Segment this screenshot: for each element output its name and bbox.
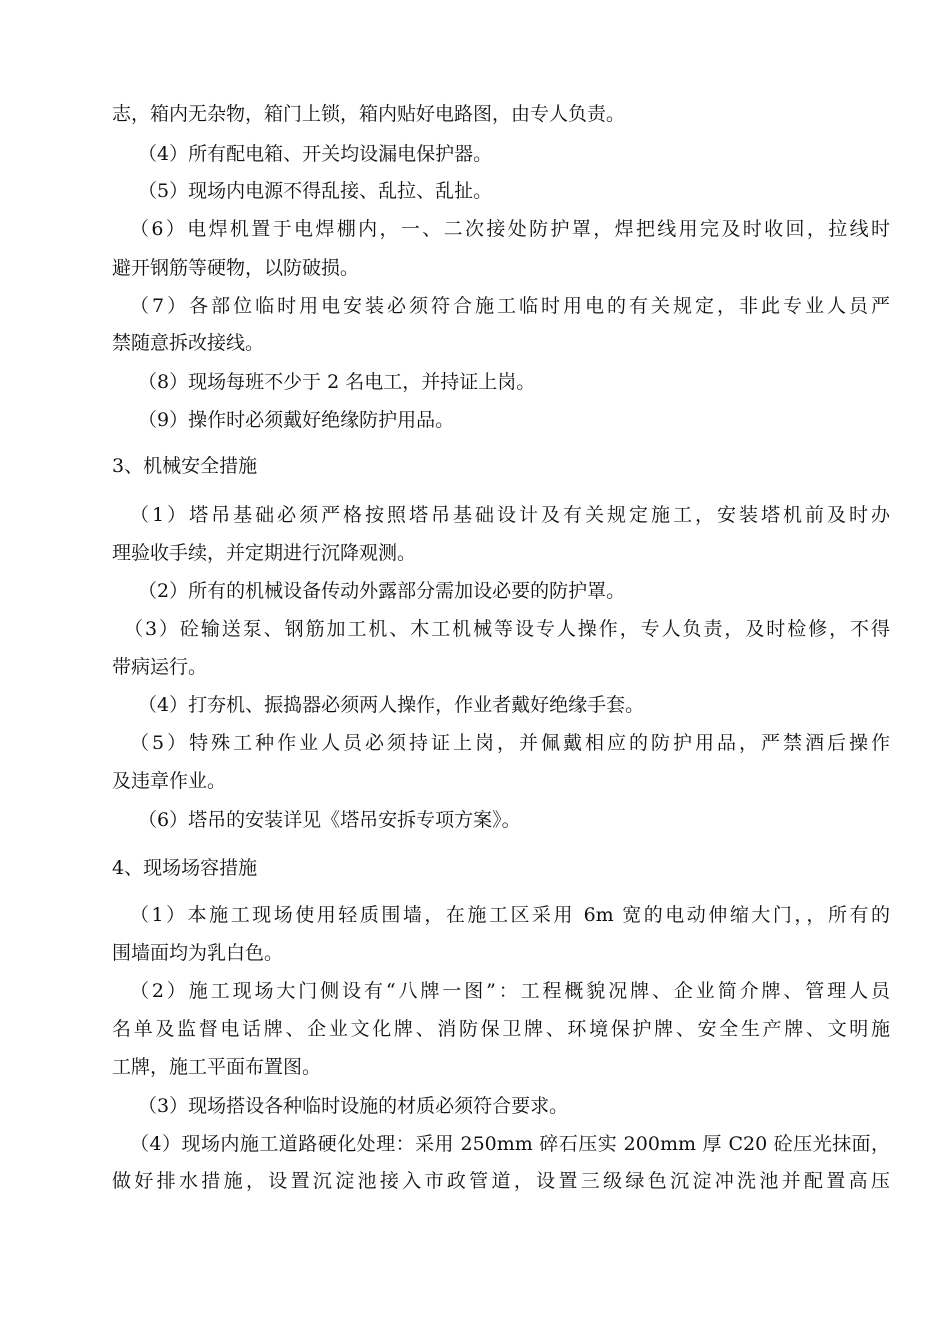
- text-line: 志，箱内无杂物，箱门上锁，箱内贴好电路图，由专人负责。: [112, 103, 626, 125]
- section-heading: 4、现场场容措施: [112, 857, 258, 879]
- text-line: （8）现场每班不少于 2 名电工，并持证上岗。: [138, 371, 536, 393]
- section-heading: 3、机械安全措施: [112, 455, 258, 477]
- text-line: （3）现场搭设各种临时设施的材质必须符合要求。: [138, 1095, 569, 1117]
- text-line: （9）操作时必须戴好绝缘防护用品。: [138, 409, 455, 431]
- text-line: 工牌，施工平面布置图。: [112, 1056, 322, 1078]
- text-line: （5）特殊工种作业人员必须持证上岗，并佩戴相应的防护用品，严禁酒后操作: [130, 732, 890, 754]
- text-line: 名单及监督电话牌、企业文化牌、消防保卫牌、环境保护牌、安全生产牌、文明施: [112, 1018, 890, 1040]
- text-line: 理验收手续，并定期进行沉降观测。: [112, 542, 417, 564]
- text-line: （1）塔吊基础必须严格按照塔吊基础设计及有关规定施工，安装塔机前及时办: [130, 504, 890, 526]
- text-line: 禁随意拆改接线。: [112, 332, 265, 354]
- text-line: （2）所有的机械设备传动外露部分需加设必要的防护罩。: [138, 580, 626, 602]
- text-line: （1）本施工现场使用轻质围墙，在施工区采用 6m 宽的电动伸缩大门，，所有的: [130, 904, 890, 926]
- text-line: （7）各部位临时用电安装必须符合施工临时用电的有关规定，非此专业人员严: [130, 295, 890, 317]
- text-line: （6）电焊机置于电焊棚内，一、二次接处防护罩，焊把线用完及时收回，拉线时: [130, 218, 890, 240]
- text-line: 避开钢筋等硬物，以防破损。: [112, 257, 360, 279]
- text-line: （4）现场内施工道路硬化处理：采用 250mm 碎石压实 200mm 厚 C20 砼压光抹面，: [130, 1133, 890, 1155]
- text-line: （3）砼输送泵、钢筋加工机、木工机械等设专人操作，专人负责，及时检修，不得: [124, 618, 890, 640]
- text-line: 做好排水措施，设置沉淀池接入市政管道，设置三级绿色沉淀冲洗池并配置高压: [112, 1170, 890, 1192]
- text-line: （6）塔吊的安装详见《塔吊安拆专项方案》。: [138, 809, 521, 831]
- text-line: 围墙面均为乳白色。: [112, 942, 284, 964]
- text-line: （4）所有配电箱、开关均设漏电保护器。: [138, 143, 493, 165]
- text-line: （5）现场内电源不得乱接、乱拉、乱扯。: [138, 180, 493, 202]
- text-line: （4）打夯机、振捣器必须两人操作，作业者戴好绝缘手套。: [138, 694, 645, 716]
- text-line: 及违章作业。: [112, 770, 227, 792]
- text-line: 带病运行。: [112, 656, 208, 678]
- text-line: （2）施工现场大门侧设有“八牌一图”：工程概貌况牌、企业简介牌、管理人员: [130, 980, 890, 1002]
